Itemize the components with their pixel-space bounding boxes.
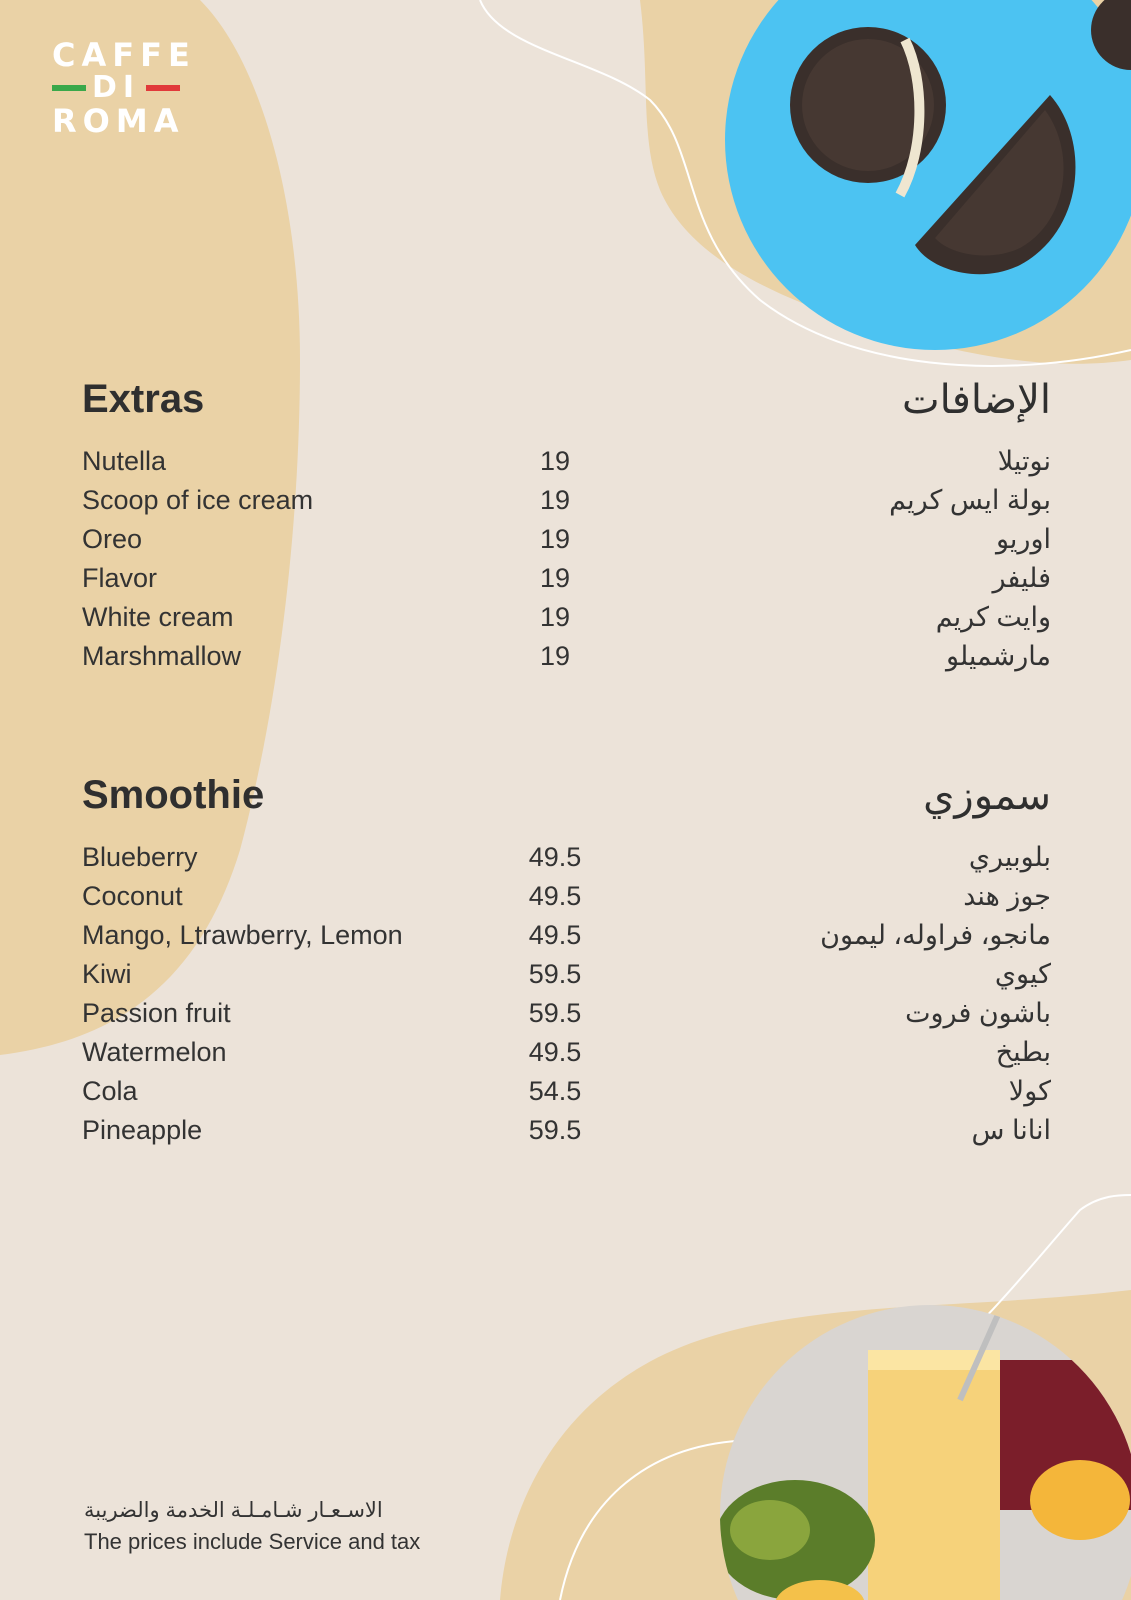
item-price: 19 xyxy=(539,485,571,515)
item-price: 59.5 xyxy=(528,1115,582,1145)
smoothie-list xyxy=(0,839,1131,1151)
item-name-ar: جوز هند xyxy=(963,881,1051,911)
item-name-ar: فليفر xyxy=(992,563,1051,593)
list-item xyxy=(0,995,1131,1034)
list-item xyxy=(0,1112,1131,1151)
item-name-en: Kiwi xyxy=(82,959,132,989)
item-name-en: Watermelon xyxy=(82,1037,227,1067)
item-name-en: Nutella xyxy=(82,446,167,476)
item-name-en: Marshmallow xyxy=(82,641,242,671)
item-price: 19 xyxy=(539,446,571,476)
smoothie-title-ar: سموزي xyxy=(923,774,1051,818)
logo-red-bar xyxy=(146,85,180,91)
list-item xyxy=(0,917,1131,956)
item-name-ar: بولة ايس كريم xyxy=(889,485,1051,515)
item-name-en: Flavor xyxy=(82,563,158,593)
brand-logo xyxy=(52,36,196,143)
list-item xyxy=(0,443,1131,482)
item-name-ar: مارشميلو xyxy=(946,641,1051,671)
item-name-ar: كيوي xyxy=(994,959,1051,989)
item-price: 49.5 xyxy=(528,1037,582,1067)
logo-line-2 xyxy=(52,72,182,104)
item-price: 49.5 xyxy=(528,920,582,950)
list-item xyxy=(0,1034,1131,1073)
item-price: 19 xyxy=(539,524,571,554)
item-name-ar: كولا xyxy=(1008,1076,1051,1106)
list-item xyxy=(0,956,1131,995)
item-name-ar: مانجو، فراوله، ليمون xyxy=(820,920,1051,950)
item-name-en: Oreo xyxy=(82,524,143,554)
logo-line-3: ROMA xyxy=(52,102,185,140)
item-price: 49.5 xyxy=(528,881,582,911)
item-price: 49.5 xyxy=(528,842,582,872)
item-name-ar: باشون فروت xyxy=(905,998,1051,1028)
prices-note-ar: الاسـعـار شـامـلـة الخدمة والضريبة xyxy=(84,1499,383,1522)
item-name-ar: وايت كريم xyxy=(935,602,1051,632)
list-item xyxy=(0,638,1131,677)
item-name-ar: انانا س xyxy=(971,1115,1051,1145)
extras-title-en: Extras xyxy=(82,377,205,421)
list-item xyxy=(0,599,1131,638)
item-price: 19 xyxy=(539,563,571,593)
oreo-cookies-photo xyxy=(725,0,1131,350)
prices-note-en: The prices include Service and tax xyxy=(84,1529,421,1554)
item-name-en: Mango, Ltrawberry, Lemon xyxy=(82,920,403,950)
smoothie-title-en: Smoothie xyxy=(82,773,265,817)
item-price: 19 xyxy=(539,602,571,632)
logo-line-1: CAFFE xyxy=(52,36,196,74)
item-name-en: Scoop of ice cream xyxy=(82,485,314,515)
list-item xyxy=(0,878,1131,917)
item-name-en: Passion fruit xyxy=(82,998,231,1028)
logo-line-2-text: DI xyxy=(92,70,141,105)
item-name-ar: بلوبيري xyxy=(968,842,1051,872)
item-price: 59.5 xyxy=(528,998,582,1028)
item-name-en: Coconut xyxy=(82,881,183,911)
item-name-ar: نوتيلا xyxy=(997,446,1051,476)
item-price: 54.5 xyxy=(528,1076,582,1106)
item-name-ar: بطيخ xyxy=(995,1037,1051,1067)
item-name-en: Blueberry xyxy=(82,842,198,872)
extras-title-ar: الإضافات xyxy=(901,378,1051,422)
prices-note xyxy=(84,1496,504,1558)
item-name-en: Pineapple xyxy=(82,1115,203,1145)
list-item xyxy=(0,1073,1131,1112)
list-item xyxy=(0,560,1131,599)
item-price: 59.5 xyxy=(528,959,582,989)
item-name-en: White cream xyxy=(82,602,234,632)
list-item xyxy=(0,839,1131,878)
logo-green-bar xyxy=(52,85,86,91)
item-name-en: Cola xyxy=(82,1076,138,1106)
extras-list xyxy=(0,443,1131,677)
list-item xyxy=(0,482,1131,521)
item-price: 19 xyxy=(539,641,571,671)
list-item xyxy=(0,521,1131,560)
item-name-ar: اوريو xyxy=(995,524,1051,554)
